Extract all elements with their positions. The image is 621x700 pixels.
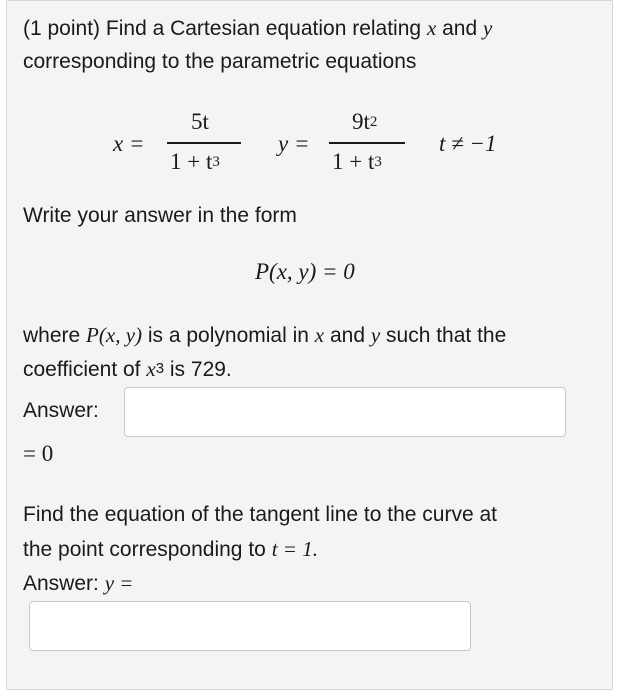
where-line: where P(x, y) is a polynomial in x and y such that the <box>23 323 507 347</box>
x-denominator: $1 + t^3$ <box>170 149 220 174</box>
y-denominator: $1 + t^3$ <box>332 149 382 174</box>
var-x: x <box>426 16 437 40</box>
answer1-label: Answer: <box>23 399 99 422</box>
coef-var: x <box>146 357 156 381</box>
x-fraction-bar <box>167 142 241 144</box>
coefficient-line: coefficient of $x^3$ is 729. <box>23 357 232 381</box>
write-form-text: Write your answer in the form <box>23 204 297 227</box>
y-equals: y = <box>104 571 134 595</box>
points-label: (1 point) <box>23 17 101 40</box>
answer2-input[interactable] <box>29 601 471 651</box>
var-y: y <box>483 16 493 40</box>
x-numerator: 5t <box>191 109 209 134</box>
t-condition: t ≠ −1 <box>439 131 497 156</box>
t-equals-one: t = 1. <box>271 537 318 561</box>
y-numerator: $9t^2$ <box>352 109 378 134</box>
problem-intro-line2 <box>23 45 416 79</box>
y-fraction-bar <box>329 142 405 144</box>
p-xy: P(x, y) <box>86 323 143 347</box>
part2-line1: Find the equation of the tangent line to the curve at <box>23 503 497 526</box>
x-lhs: x = <box>113 131 145 156</box>
part2-line2: the point corresponding to t = 1. <box>23 537 318 561</box>
form-equation: P(x, y) = 0 <box>255 259 355 284</box>
intro-text-1: Find a Cartesian equation relating <box>105 17 422 40</box>
equals-zero: = 0 <box>23 441 54 466</box>
and-text: and <box>442 17 478 40</box>
problem-intro-line1 <box>23 11 492 46</box>
y-lhs: y = <box>278 131 310 156</box>
answer1-input[interactable] <box>124 387 566 437</box>
answer2-label: Answer: y = <box>23 571 134 595</box>
intro-text-2: corresponding to the parametric equations <box>23 50 417 73</box>
problem-card <box>6 0 613 690</box>
